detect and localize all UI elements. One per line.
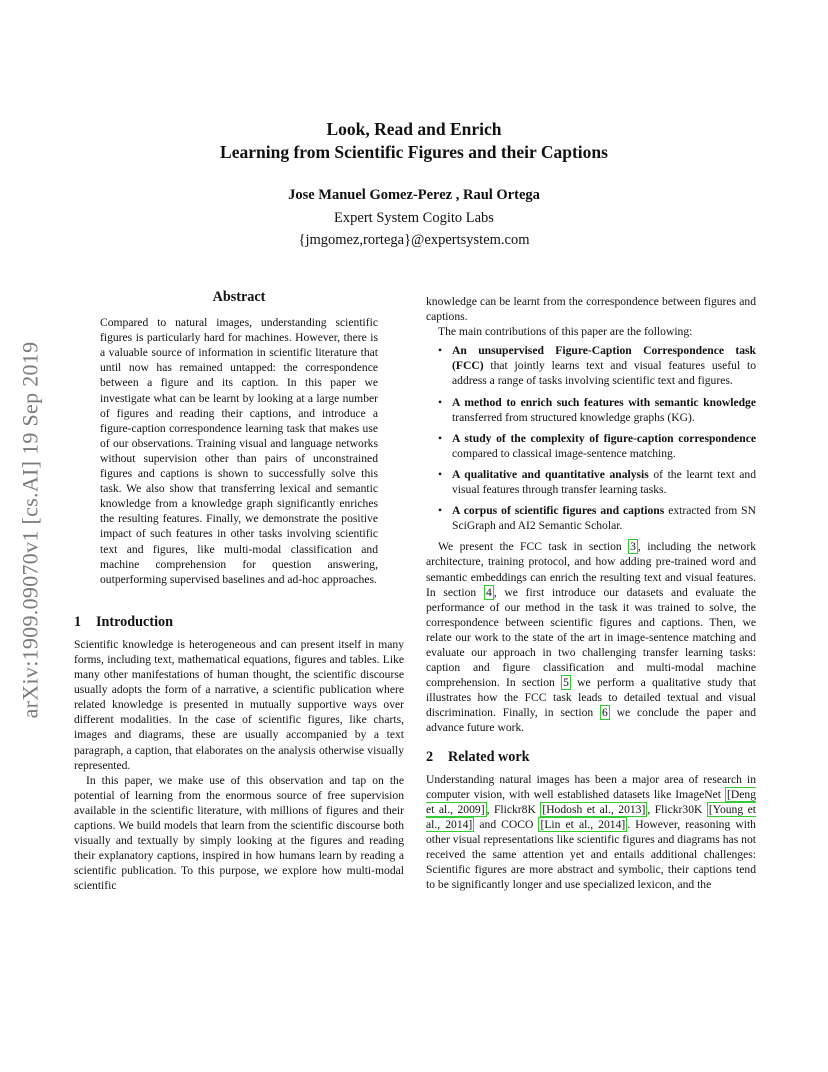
related-paragraph-1: Understanding natural images has been a major area of research in computer vision, with well established datasets like ImageNet [Deng et al., 2009] , Flickr8K [Hodosh et al., 2013] , Flickr30K [Young et al., 2014] and COCO [Lin et al., 2014] . However, reasoning with other visual representations like scientific figures and diagrams has not received the same attention yet and entails additional challenges: Scientific figures are more abstract and symbolic, their captions tend to be significantly longer and use specialized lexicon, and the <box>426 772 756 892</box>
email: {jmgomez,rortega}@expertsystem.com <box>298 232 530 248</box>
list-item: • A method to enrich such features with semantic knowledge transferred from structured knowledge graphs (KG). <box>452 395 756 425</box>
arxiv-id: arXiv:1909.09070v1 [cs.AI] 19 Sep 2019 <box>17 341 43 719</box>
citation-link[interactable]: [Lin et al., 2014] <box>540 817 626 831</box>
citation-link[interactable]: [Deng et al., 2009] <box>426 787 756 816</box>
right-column <box>426 294 756 892</box>
intro-paragraph-1: Scientific knowledge is heterogeneous and can present itself in many forms, including text, mathematical equations, figures and tables. Like many other manifestations of human thought, the scientific discourse usually adopts the form of a narrative, a scientific publication where related knowledge is presented in mutually supportive ways over different modalities. In the case of scientific figures, like charts, images and diagrams, these are usually accompanied by a text paragraph, a caption, that elaborates on the analysis otherwise visually represented. <box>74 637 404 772</box>
left-column <box>74 290 404 893</box>
citation-link[interactable]: [Hodosh et al., 2013] <box>542 802 646 816</box>
citation-link[interactable]: [Young et al., 2014] <box>426 802 756 831</box>
authors: Jose Manuel Gomez-Perez , Raul Ortega <box>288 187 540 203</box>
section-ref-link[interactable]: 6 <box>602 706 608 720</box>
intro-paragraph-2: In this paper, we make use of this observation and tap on the potential of learning from the enormous source of free supervision available in the scientific literature, with millions of figures and their captions. We build models that learn from the scientific discourse both visually and textually by simply looking at the figures and reading their explanatory captions, inspired in how humans learn by reading a scientific publication. To this purpose, we explore how multi-modal scientific <box>74 773 404 893</box>
section-heading-introduction <box>74 615 404 630</box>
section-number: 1 <box>74 613 82 630</box>
section-ref-link[interactable]: 5 <box>563 676 569 690</box>
list-item: • A study of the complexity of figure-caption correspondence compared to classical image-sentence matching. <box>452 431 756 461</box>
section-ref-link[interactable]: 3 <box>630 540 636 554</box>
abstract-heading: Abstract <box>212 289 266 305</box>
title-line-2: Learning from Scientific Figures and their Captions <box>220 142 608 162</box>
abstract-body: Compared to natural images, understanding scientific figures is particularly hard for machines. However, there is a valuable source of information in scientific literature that until now has remained untapped: the correspondence between a figure and its caption. In this paper we investigate what can be learnt by looking at a large number of figures and reading their captions, and introduce a figure-caption correspondence learning task that makes use of our observations. Training visual and language networks without supervision other than pairs of unconstrained figures and captions is shown to successfully solve this task. We also show that transferring lexical and semantic knowledge from a knowledge graph significantly enriches the resulting features. Finally, we demonstrate the positive impact of such features in other tasks involving scientific text and figures, like multi-modal classification and machine comprehension for question answering, outperforming supervised baselines and ad-hoc approaches. <box>100 316 378 586</box>
intro-paragraph-4: The main contributions of this paper are the following: <box>438 325 693 339</box>
section-ref-link[interactable]: 4 <box>485 585 492 599</box>
affiliation: Expert System Cogito Labs <box>334 210 494 226</box>
contributions-list <box>426 343 756 533</box>
list-item: • A corpus of scientific figures and captions extracted from SN SciGraph and AI2 Semantic Scholar. <box>452 503 756 533</box>
section-title: Introduction <box>96 613 173 630</box>
list-item: • An unsupervised Figure-Caption Correspondence task (FCC) that jointly learns text and visual features useful to address a range of tasks involving scientific text and figures. <box>452 343 756 388</box>
title-line-1: Look, Read and Enrich <box>326 119 502 139</box>
arxiv-stamp <box>2 300 58 760</box>
section-title: Related work <box>448 748 530 765</box>
intro-paragraph-3: knowledge can be learnt from the correspondence between figures and captions. <box>426 295 756 324</box>
section-number: 2 <box>426 748 434 765</box>
intro-paragraph-5: We present the FCC task in section 3 , including the network architecture, training protocol, and how adding pre-trained word and semantic embeddings can enrich the resulting text and visual features. In section 4 , we first introduce our datasets and evaluate the performance of our method in the task it was trained to solve, the correspondence between scientific figures and captions. Then, we relate our work to the state of the art in image-sentence matching and evaluate our approach in two challenging transfer learning tasks: caption and figure classification and multi-modal machine comprehension. In section 5 we perform a qualitative study that illustrates how the FCC task leads to detailed textual and visual discrimination. Finally, in section 6 we conclude the paper and advance future work. <box>426 540 757 735</box>
section-heading-related-work <box>426 750 756 765</box>
list-item: • A qualitative and quantitative analysis of the learnt text and visual features through transfer learning tasks. <box>452 467 756 497</box>
paper-title <box>0 118 828 164</box>
